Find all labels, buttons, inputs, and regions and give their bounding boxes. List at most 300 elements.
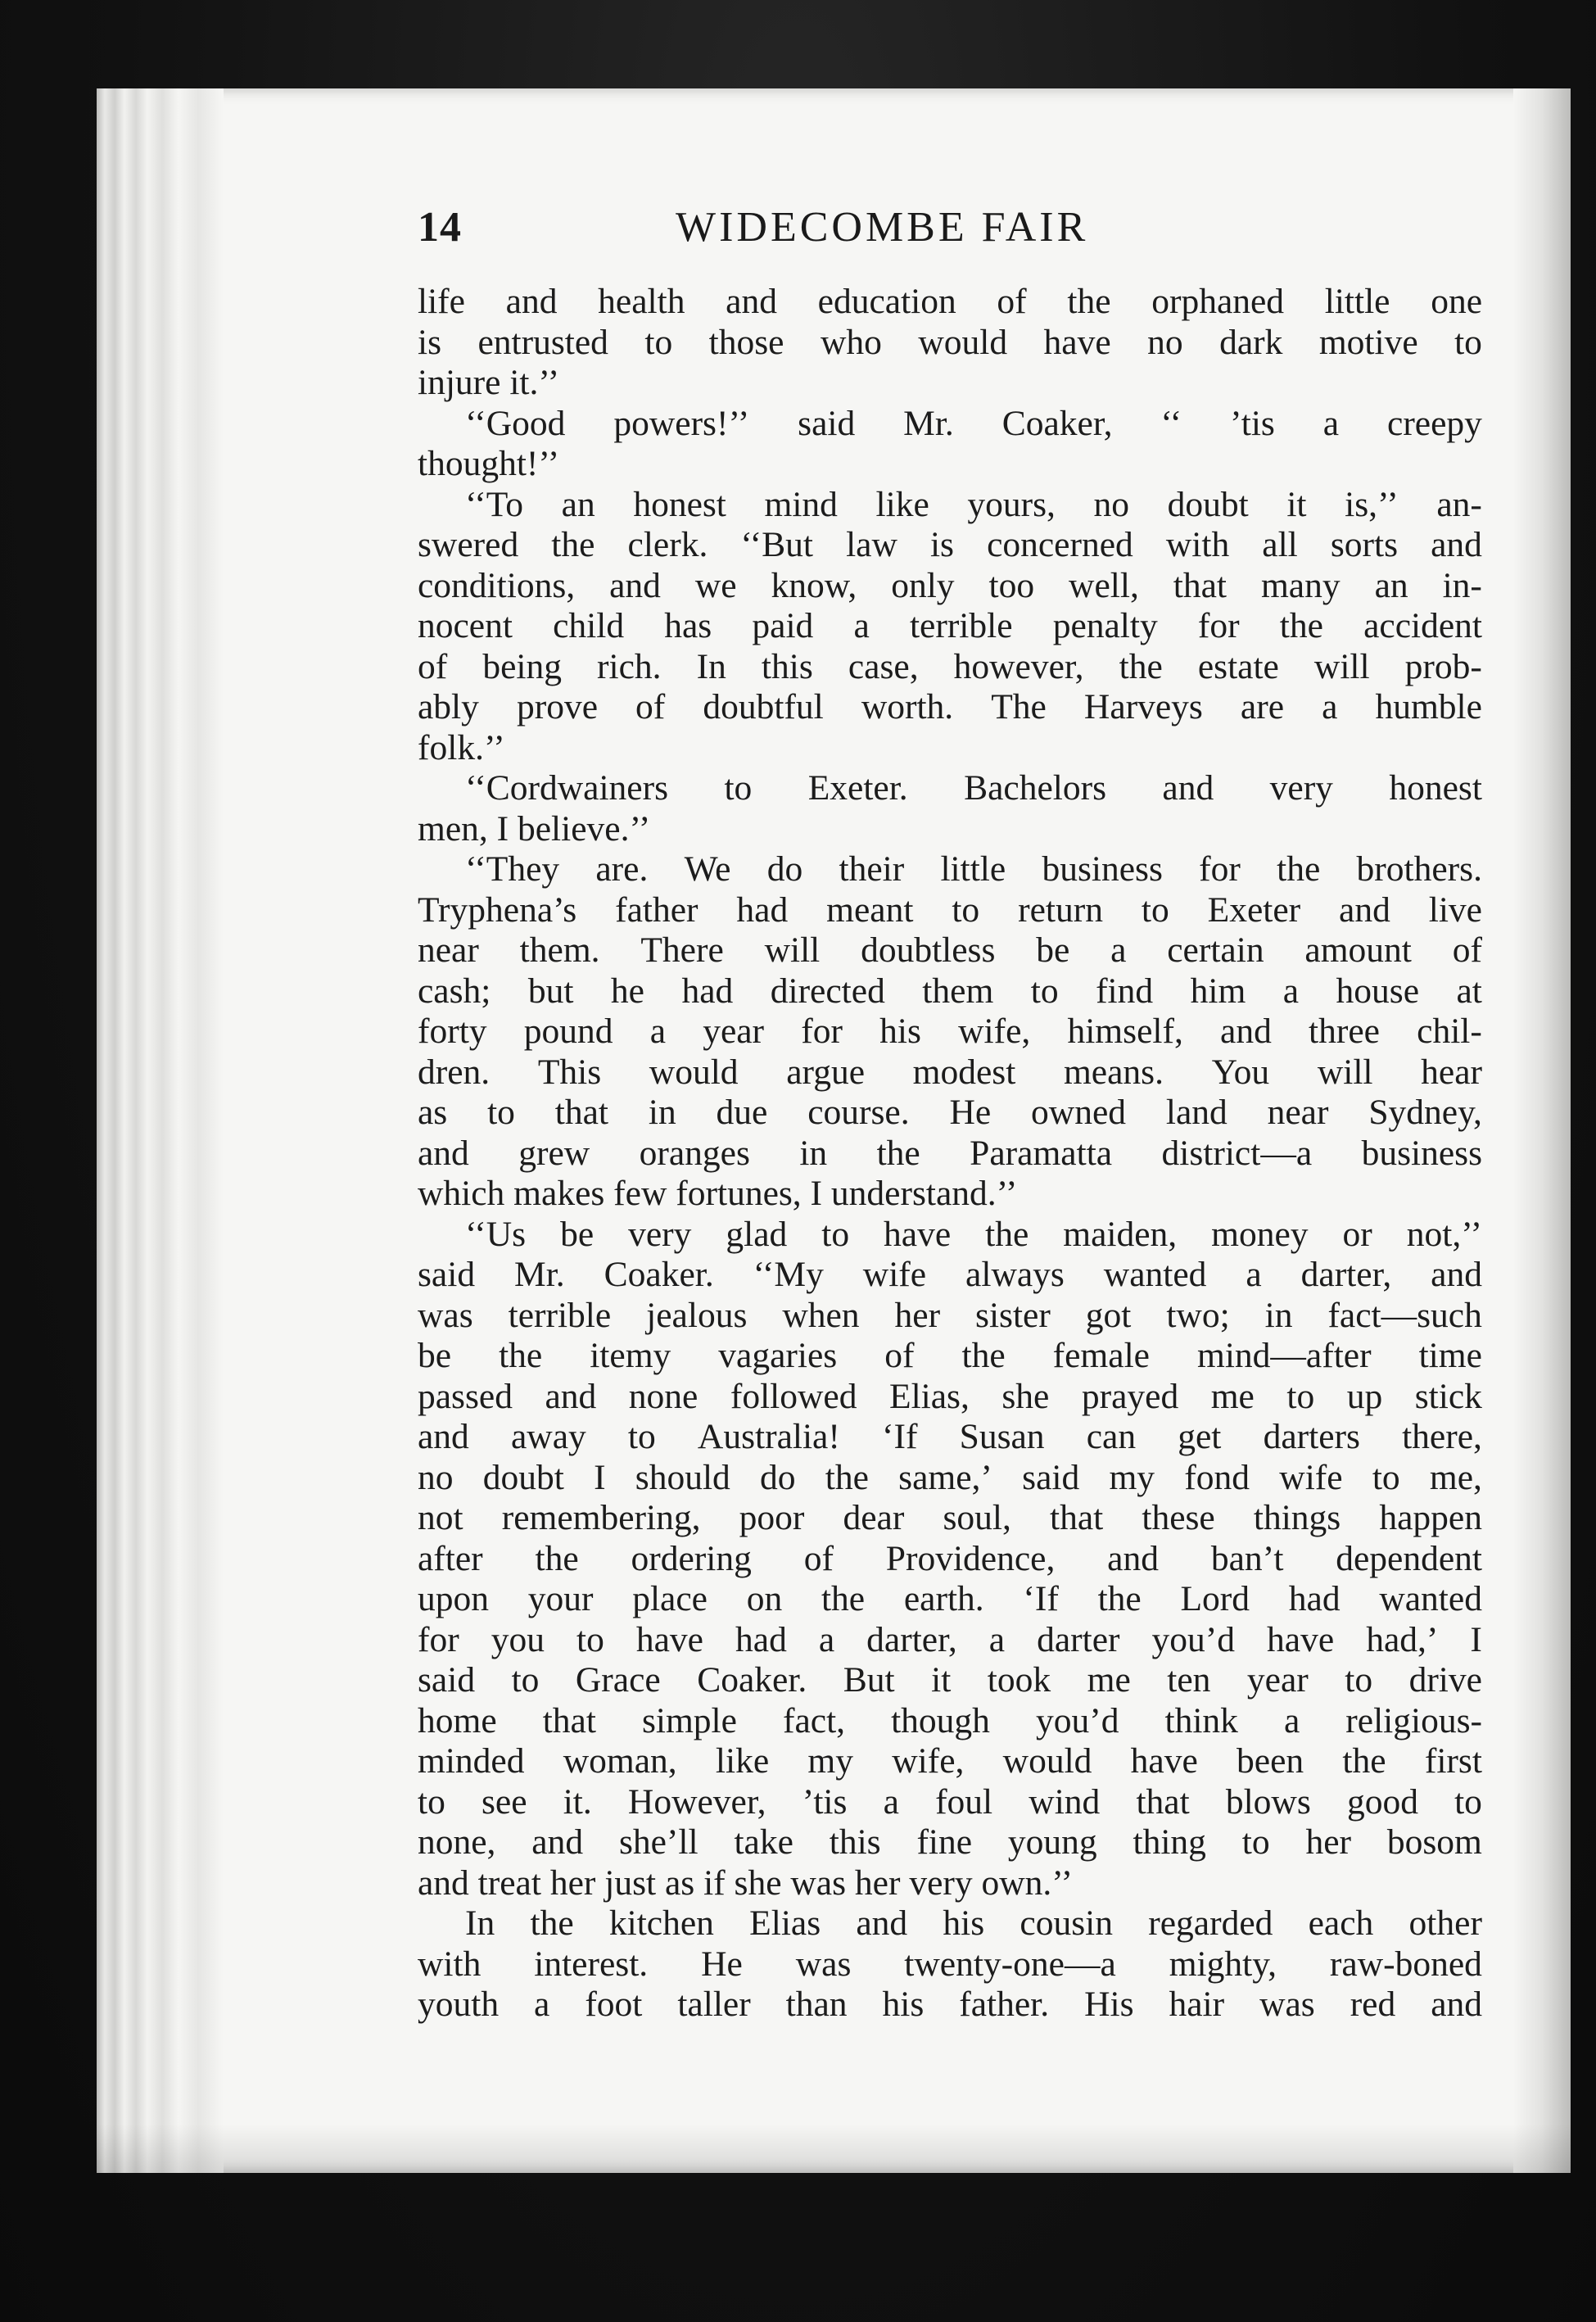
word: place bbox=[632, 1579, 708, 1618]
word: himself, bbox=[1067, 1012, 1183, 1051]
word: to bbox=[511, 1660, 540, 1700]
word: said bbox=[418, 1255, 476, 1294]
word: conditions, bbox=[418, 565, 576, 605]
word: the bbox=[499, 1336, 543, 1375]
word: who bbox=[820, 322, 882, 362]
word: always bbox=[965, 1255, 1065, 1294]
word: dren. bbox=[418, 1052, 491, 1092]
word: ‘‘My bbox=[753, 1255, 824, 1294]
word: Tryphena’s bbox=[418, 889, 577, 930]
word: mighty, bbox=[1169, 1944, 1277, 1984]
word: house bbox=[1336, 971, 1420, 1011]
word: the bbox=[530, 1903, 574, 1943]
word: simple bbox=[641, 1700, 737, 1740]
word: when bbox=[782, 1295, 860, 1335]
word: doubt bbox=[482, 1457, 564, 1497]
word: though bbox=[891, 1700, 990, 1740]
word: hear bbox=[1421, 1052, 1482, 1092]
word: and bbox=[418, 1133, 469, 1173]
page-bottom-shadow bbox=[97, 2124, 1571, 2173]
word: to bbox=[418, 1781, 445, 1822]
word: take bbox=[734, 1822, 793, 1862]
word: have bbox=[1130, 1741, 1198, 1781]
word: a bbox=[649, 1012, 666, 1051]
word: for bbox=[1197, 606, 1240, 645]
word: the bbox=[1119, 646, 1163, 686]
word: ‘‘To bbox=[465, 484, 524, 524]
word: it bbox=[931, 1660, 952, 1700]
word: vagaries bbox=[718, 1336, 838, 1375]
word: due bbox=[716, 1093, 768, 1132]
word: little bbox=[940, 849, 1006, 889]
word: mind—after bbox=[1196, 1336, 1372, 1375]
text-line bbox=[418, 1417, 1482, 1458]
word: was bbox=[795, 1944, 852, 1984]
word: was bbox=[418, 1295, 473, 1335]
word: twenty-one—a bbox=[904, 1944, 1116, 1984]
word: to bbox=[1345, 1660, 1373, 1700]
text-line bbox=[418, 647, 1482, 688]
word: life bbox=[418, 282, 465, 321]
word: poor bbox=[739, 1498, 805, 1537]
word: bosom bbox=[1386, 1822, 1482, 1862]
word: yours, bbox=[967, 484, 1056, 524]
page-right-edge bbox=[1513, 88, 1571, 2173]
word: Paramatta bbox=[970, 1133, 1113, 1173]
word: terrible bbox=[508, 1295, 612, 1335]
word: a bbox=[1322, 687, 1338, 726]
word: each bbox=[1308, 1903, 1374, 1943]
word: religious- bbox=[1345, 1700, 1482, 1740]
word: get bbox=[1178, 1417, 1222, 1456]
word: of bbox=[997, 282, 1027, 321]
word: are bbox=[1240, 687, 1285, 726]
word: ‘‘Cordwainers bbox=[465, 768, 669, 808]
word: upon bbox=[418, 1579, 489, 1618]
word: my bbox=[1109, 1457, 1155, 1497]
word: entrusted bbox=[477, 322, 608, 362]
word: no bbox=[418, 1457, 454, 1497]
word: followed bbox=[730, 1376, 857, 1416]
word: will bbox=[1313, 646, 1370, 686]
word: accident bbox=[1363, 606, 1482, 645]
word: fact, bbox=[782, 1700, 846, 1740]
word: to bbox=[952, 889, 980, 930]
text-line bbox=[418, 1255, 1482, 1296]
word: and bbox=[545, 1376, 597, 1416]
text-line bbox=[418, 566, 1482, 607]
word: for bbox=[1199, 849, 1241, 889]
text-line bbox=[418, 890, 1482, 931]
word: at bbox=[1456, 971, 1482, 1011]
word: and bbox=[531, 1822, 584, 1862]
word: the bbox=[1067, 282, 1111, 321]
word: Mr. bbox=[903, 403, 954, 443]
word: would bbox=[918, 322, 1008, 362]
word: that bbox=[1173, 565, 1228, 605]
text-line: men, I believe.’’ bbox=[418, 808, 651, 849]
word: up bbox=[1346, 1376, 1383, 1416]
word: do bbox=[760, 1457, 796, 1497]
word: to bbox=[1286, 1376, 1315, 1416]
word: land bbox=[1165, 1093, 1228, 1132]
word: But bbox=[843, 1660, 895, 1700]
word: had bbox=[681, 971, 734, 1011]
word: to bbox=[1241, 1822, 1270, 1862]
word: meant bbox=[826, 889, 914, 930]
word: would bbox=[649, 1052, 739, 1092]
word: and bbox=[609, 565, 661, 605]
word: and bbox=[1339, 889, 1390, 930]
word: live bbox=[1428, 889, 1482, 930]
word: ‘‘Good bbox=[465, 403, 566, 443]
word: wanted bbox=[1103, 1255, 1207, 1294]
word: itemy bbox=[590, 1336, 671, 1375]
word: nocent bbox=[418, 606, 513, 645]
word: estate bbox=[1197, 646, 1279, 686]
word: two; bbox=[1166, 1295, 1230, 1335]
word: and bbox=[856, 1903, 908, 1943]
word: it bbox=[1286, 484, 1307, 524]
word: to bbox=[1454, 322, 1482, 362]
word: Coaker, bbox=[1001, 403, 1113, 443]
word: a bbox=[1283, 1700, 1300, 1740]
word: and bbox=[1162, 768, 1214, 808]
word: those bbox=[708, 322, 784, 362]
word: chil- bbox=[1417, 1012, 1482, 1051]
word: and bbox=[505, 282, 558, 321]
word: raw-boned bbox=[1329, 1944, 1482, 1984]
word: the bbox=[876, 1133, 920, 1173]
word: dark bbox=[1219, 322, 1283, 362]
word: We bbox=[684, 849, 731, 889]
word: said bbox=[1022, 1457, 1080, 1497]
word: that bbox=[554, 1093, 609, 1132]
word: to bbox=[1141, 889, 1169, 930]
word: female bbox=[1052, 1336, 1150, 1375]
word: this bbox=[761, 646, 813, 686]
word: ban’t bbox=[1210, 1538, 1284, 1578]
running-head bbox=[418, 203, 1482, 260]
word: wanted bbox=[1379, 1579, 1482, 1618]
text-line bbox=[418, 768, 1482, 809]
word: prob- bbox=[1404, 646, 1482, 686]
word: of bbox=[884, 1336, 915, 1375]
word: ’tis bbox=[1230, 403, 1275, 443]
word: know, bbox=[771, 565, 857, 605]
text-line bbox=[418, 1458, 1482, 1499]
word: an bbox=[561, 484, 595, 524]
text-line bbox=[418, 404, 1482, 445]
word: a bbox=[853, 606, 870, 645]
word: she’ll bbox=[618, 1822, 699, 1862]
word: these bbox=[1142, 1498, 1215, 1537]
word: there, bbox=[1402, 1417, 1482, 1456]
text-line bbox=[418, 930, 1482, 971]
word: course. bbox=[807, 1093, 910, 1132]
word: powers!’’ bbox=[613, 403, 750, 443]
word: ordering bbox=[631, 1538, 752, 1578]
word: jealous bbox=[646, 1295, 748, 1335]
word: honest bbox=[633, 484, 726, 524]
word: in bbox=[1264, 1295, 1293, 1335]
word: his bbox=[879, 1012, 921, 1051]
word: none bbox=[628, 1376, 699, 1416]
word: can bbox=[1086, 1417, 1137, 1456]
word: none, bbox=[418, 1822, 496, 1862]
word: motive bbox=[1318, 322, 1418, 362]
word: and bbox=[1431, 1985, 1482, 2024]
word: the bbox=[1277, 849, 1321, 889]
text-line: which makes few fortunes, I understand.’’ bbox=[418, 1174, 1018, 1213]
word: ably bbox=[418, 687, 479, 726]
word: me bbox=[1087, 1660, 1131, 1700]
word: to bbox=[627, 1417, 656, 1456]
word: worth. bbox=[861, 687, 954, 726]
text-line bbox=[418, 1660, 1482, 1701]
word: owned bbox=[1031, 1093, 1127, 1132]
word: home bbox=[418, 1700, 497, 1740]
word: and bbox=[1431, 525, 1482, 564]
word: all bbox=[1262, 525, 1298, 564]
word: in bbox=[799, 1133, 828, 1173]
word: on bbox=[746, 1579, 783, 1618]
word: other bbox=[1408, 1903, 1482, 1943]
word: Coaker. bbox=[604, 1255, 714, 1294]
word: year bbox=[703, 1012, 765, 1051]
word: for bbox=[418, 1619, 459, 1659]
word: their bbox=[839, 849, 905, 889]
word: only bbox=[891, 565, 955, 605]
text-line bbox=[418, 323, 1482, 364]
word: ’tis bbox=[802, 1781, 848, 1822]
text-line bbox=[418, 1903, 1482, 1944]
word: he bbox=[610, 971, 644, 1011]
word: had bbox=[736, 889, 789, 930]
word: ‘‘ bbox=[1160, 403, 1182, 443]
word: this bbox=[829, 1822, 881, 1862]
text-line bbox=[418, 1782, 1482, 1823]
word: however, bbox=[953, 646, 1084, 686]
word: was bbox=[1259, 1985, 1315, 2024]
word: terrible bbox=[909, 606, 1013, 645]
word: cousin bbox=[1020, 1903, 1113, 1943]
word: earth. bbox=[903, 1579, 984, 1618]
word: oranges bbox=[639, 1133, 750, 1173]
word: and bbox=[1107, 1538, 1159, 1578]
text-line: thought!’’ bbox=[418, 444, 560, 483]
word: things bbox=[1253, 1498, 1341, 1537]
word: me bbox=[1210, 1376, 1255, 1416]
word: and bbox=[1431, 1255, 1482, 1294]
word: good bbox=[1346, 1781, 1418, 1822]
word: Harveys bbox=[1083, 687, 1203, 726]
word: passed bbox=[418, 1376, 513, 1416]
text-line bbox=[418, 1012, 1482, 1052]
text-line bbox=[418, 1741, 1482, 1782]
text-line: injure it.’’ bbox=[418, 363, 560, 402]
word: to bbox=[644, 322, 673, 362]
word: Bachelors bbox=[964, 768, 1107, 808]
word: be bbox=[1036, 930, 1070, 970]
word: the bbox=[1279, 606, 1323, 645]
word: foul bbox=[935, 1781, 993, 1822]
word: well, bbox=[1069, 565, 1139, 605]
word: ‘‘Us bbox=[465, 1214, 527, 1254]
word: district—a bbox=[1161, 1133, 1313, 1173]
word: to bbox=[1454, 1781, 1482, 1822]
word: Susan bbox=[959, 1417, 1045, 1456]
word: law bbox=[846, 525, 897, 564]
word: is,’’ bbox=[1345, 484, 1399, 524]
word: ‘If bbox=[1023, 1579, 1059, 1618]
word: have bbox=[1267, 1619, 1335, 1659]
word: being bbox=[482, 646, 562, 686]
word: business bbox=[1042, 849, 1163, 889]
text-line bbox=[418, 971, 1482, 1012]
text-line bbox=[418, 1215, 1482, 1256]
word: In bbox=[465, 1903, 495, 1943]
word: prayed bbox=[1081, 1376, 1179, 1416]
word: brothers. bbox=[1356, 849, 1482, 889]
word: ‘‘But bbox=[740, 525, 813, 564]
word: money bbox=[1211, 1214, 1309, 1254]
word: penalty bbox=[1052, 606, 1158, 645]
word: be bbox=[418, 1336, 452, 1375]
word: near bbox=[418, 930, 479, 970]
word: should bbox=[635, 1457, 730, 1497]
text-line bbox=[418, 1498, 1482, 1539]
word: you bbox=[491, 1619, 545, 1659]
text-line bbox=[418, 1377, 1482, 1418]
word: a bbox=[1282, 971, 1300, 1011]
text-line bbox=[418, 1093, 1482, 1134]
word: fact—such bbox=[1327, 1295, 1482, 1335]
word: sister bbox=[975, 1295, 1051, 1335]
word: remembering, bbox=[501, 1498, 701, 1537]
word: wife, bbox=[892, 1741, 965, 1781]
word: doubtless bbox=[861, 930, 996, 970]
word: of bbox=[1452, 930, 1482, 970]
word: like bbox=[875, 484, 929, 524]
word: my bbox=[807, 1741, 853, 1781]
text-line bbox=[418, 1336, 1482, 1377]
word: paid bbox=[752, 606, 814, 645]
word: find bbox=[1096, 971, 1154, 1011]
word: Coaker. bbox=[697, 1660, 807, 1700]
word: to bbox=[724, 768, 753, 808]
word: clerk. bbox=[627, 525, 708, 564]
word: very bbox=[628, 1214, 692, 1254]
word: do bbox=[766, 849, 803, 889]
word: sorts bbox=[1330, 525, 1399, 564]
word: the bbox=[551, 525, 595, 564]
word: cash; bbox=[418, 971, 491, 1011]
text-line: and treat her just as if she was her very own.’’ bbox=[418, 1863, 1074, 1903]
word: no bbox=[1147, 322, 1183, 362]
word: see bbox=[482, 1781, 527, 1822]
text-line bbox=[418, 1985, 1482, 2026]
word: forty bbox=[418, 1012, 487, 1051]
word: of bbox=[803, 1538, 834, 1578]
body-text bbox=[418, 282, 1482, 2026]
text-line bbox=[418, 1296, 1482, 1337]
word: said bbox=[798, 403, 856, 443]
word: after bbox=[418, 1538, 483, 1578]
word: wife bbox=[862, 1255, 927, 1294]
word: and bbox=[726, 282, 777, 321]
word: a bbox=[534, 1985, 550, 2024]
word: Mr. bbox=[514, 1255, 565, 1294]
word: the bbox=[1342, 1741, 1386, 1781]
word: me, bbox=[1429, 1457, 1482, 1497]
word: blows bbox=[1225, 1781, 1311, 1822]
word: There bbox=[640, 930, 724, 970]
word: an bbox=[1374, 565, 1408, 605]
word: doubt bbox=[1167, 484, 1249, 524]
word: said bbox=[418, 1660, 476, 1700]
word: swered bbox=[418, 525, 519, 564]
text-line bbox=[418, 606, 1482, 647]
word: ‘If bbox=[882, 1417, 918, 1456]
word: the bbox=[1097, 1579, 1142, 1618]
word: is bbox=[929, 525, 954, 564]
word: wife bbox=[1279, 1457, 1343, 1497]
word: of bbox=[635, 687, 666, 726]
word: Exeter. bbox=[807, 768, 908, 808]
word: He bbox=[949, 1093, 992, 1132]
word: You bbox=[1211, 1052, 1270, 1092]
word: His bbox=[1084, 1985, 1134, 2024]
word: many bbox=[1260, 565, 1341, 605]
word: amount bbox=[1304, 930, 1412, 970]
word: no bbox=[1093, 484, 1130, 524]
word: that bbox=[1136, 1781, 1190, 1822]
word: but bbox=[527, 971, 574, 1011]
word: not,’’ bbox=[1406, 1214, 1482, 1254]
word: near bbox=[1267, 1093, 1329, 1132]
word: ‘‘They bbox=[465, 849, 560, 889]
word: one bbox=[1431, 282, 1482, 321]
word: father bbox=[615, 889, 699, 930]
word: wind bbox=[1029, 1781, 1101, 1822]
word: her bbox=[1305, 1822, 1352, 1862]
text-line bbox=[418, 1620, 1482, 1661]
word: happen bbox=[1379, 1498, 1482, 1537]
word: to bbox=[1372, 1457, 1400, 1497]
word: rich. bbox=[597, 646, 662, 686]
word: Sydney, bbox=[1368, 1093, 1482, 1132]
word: grew bbox=[518, 1133, 590, 1173]
word: not bbox=[418, 1498, 463, 1537]
text-line: folk.’’ bbox=[418, 727, 505, 767]
word: his bbox=[943, 1903, 985, 1943]
word: foot bbox=[585, 1985, 643, 2024]
word: had bbox=[1288, 1579, 1341, 1618]
word: and bbox=[1220, 1012, 1272, 1051]
word: Lord bbox=[1180, 1579, 1250, 1618]
word: are. bbox=[595, 849, 649, 889]
word: ten bbox=[1167, 1660, 1211, 1700]
word: Providence, bbox=[885, 1538, 1056, 1578]
word: your bbox=[527, 1579, 594, 1618]
word: or bbox=[1342, 1214, 1372, 1254]
word: fond bbox=[1184, 1457, 1250, 1497]
word: she bbox=[1001, 1376, 1050, 1416]
word: her bbox=[894, 1295, 941, 1335]
word: in- bbox=[1442, 565, 1482, 605]
word: health bbox=[598, 282, 685, 321]
